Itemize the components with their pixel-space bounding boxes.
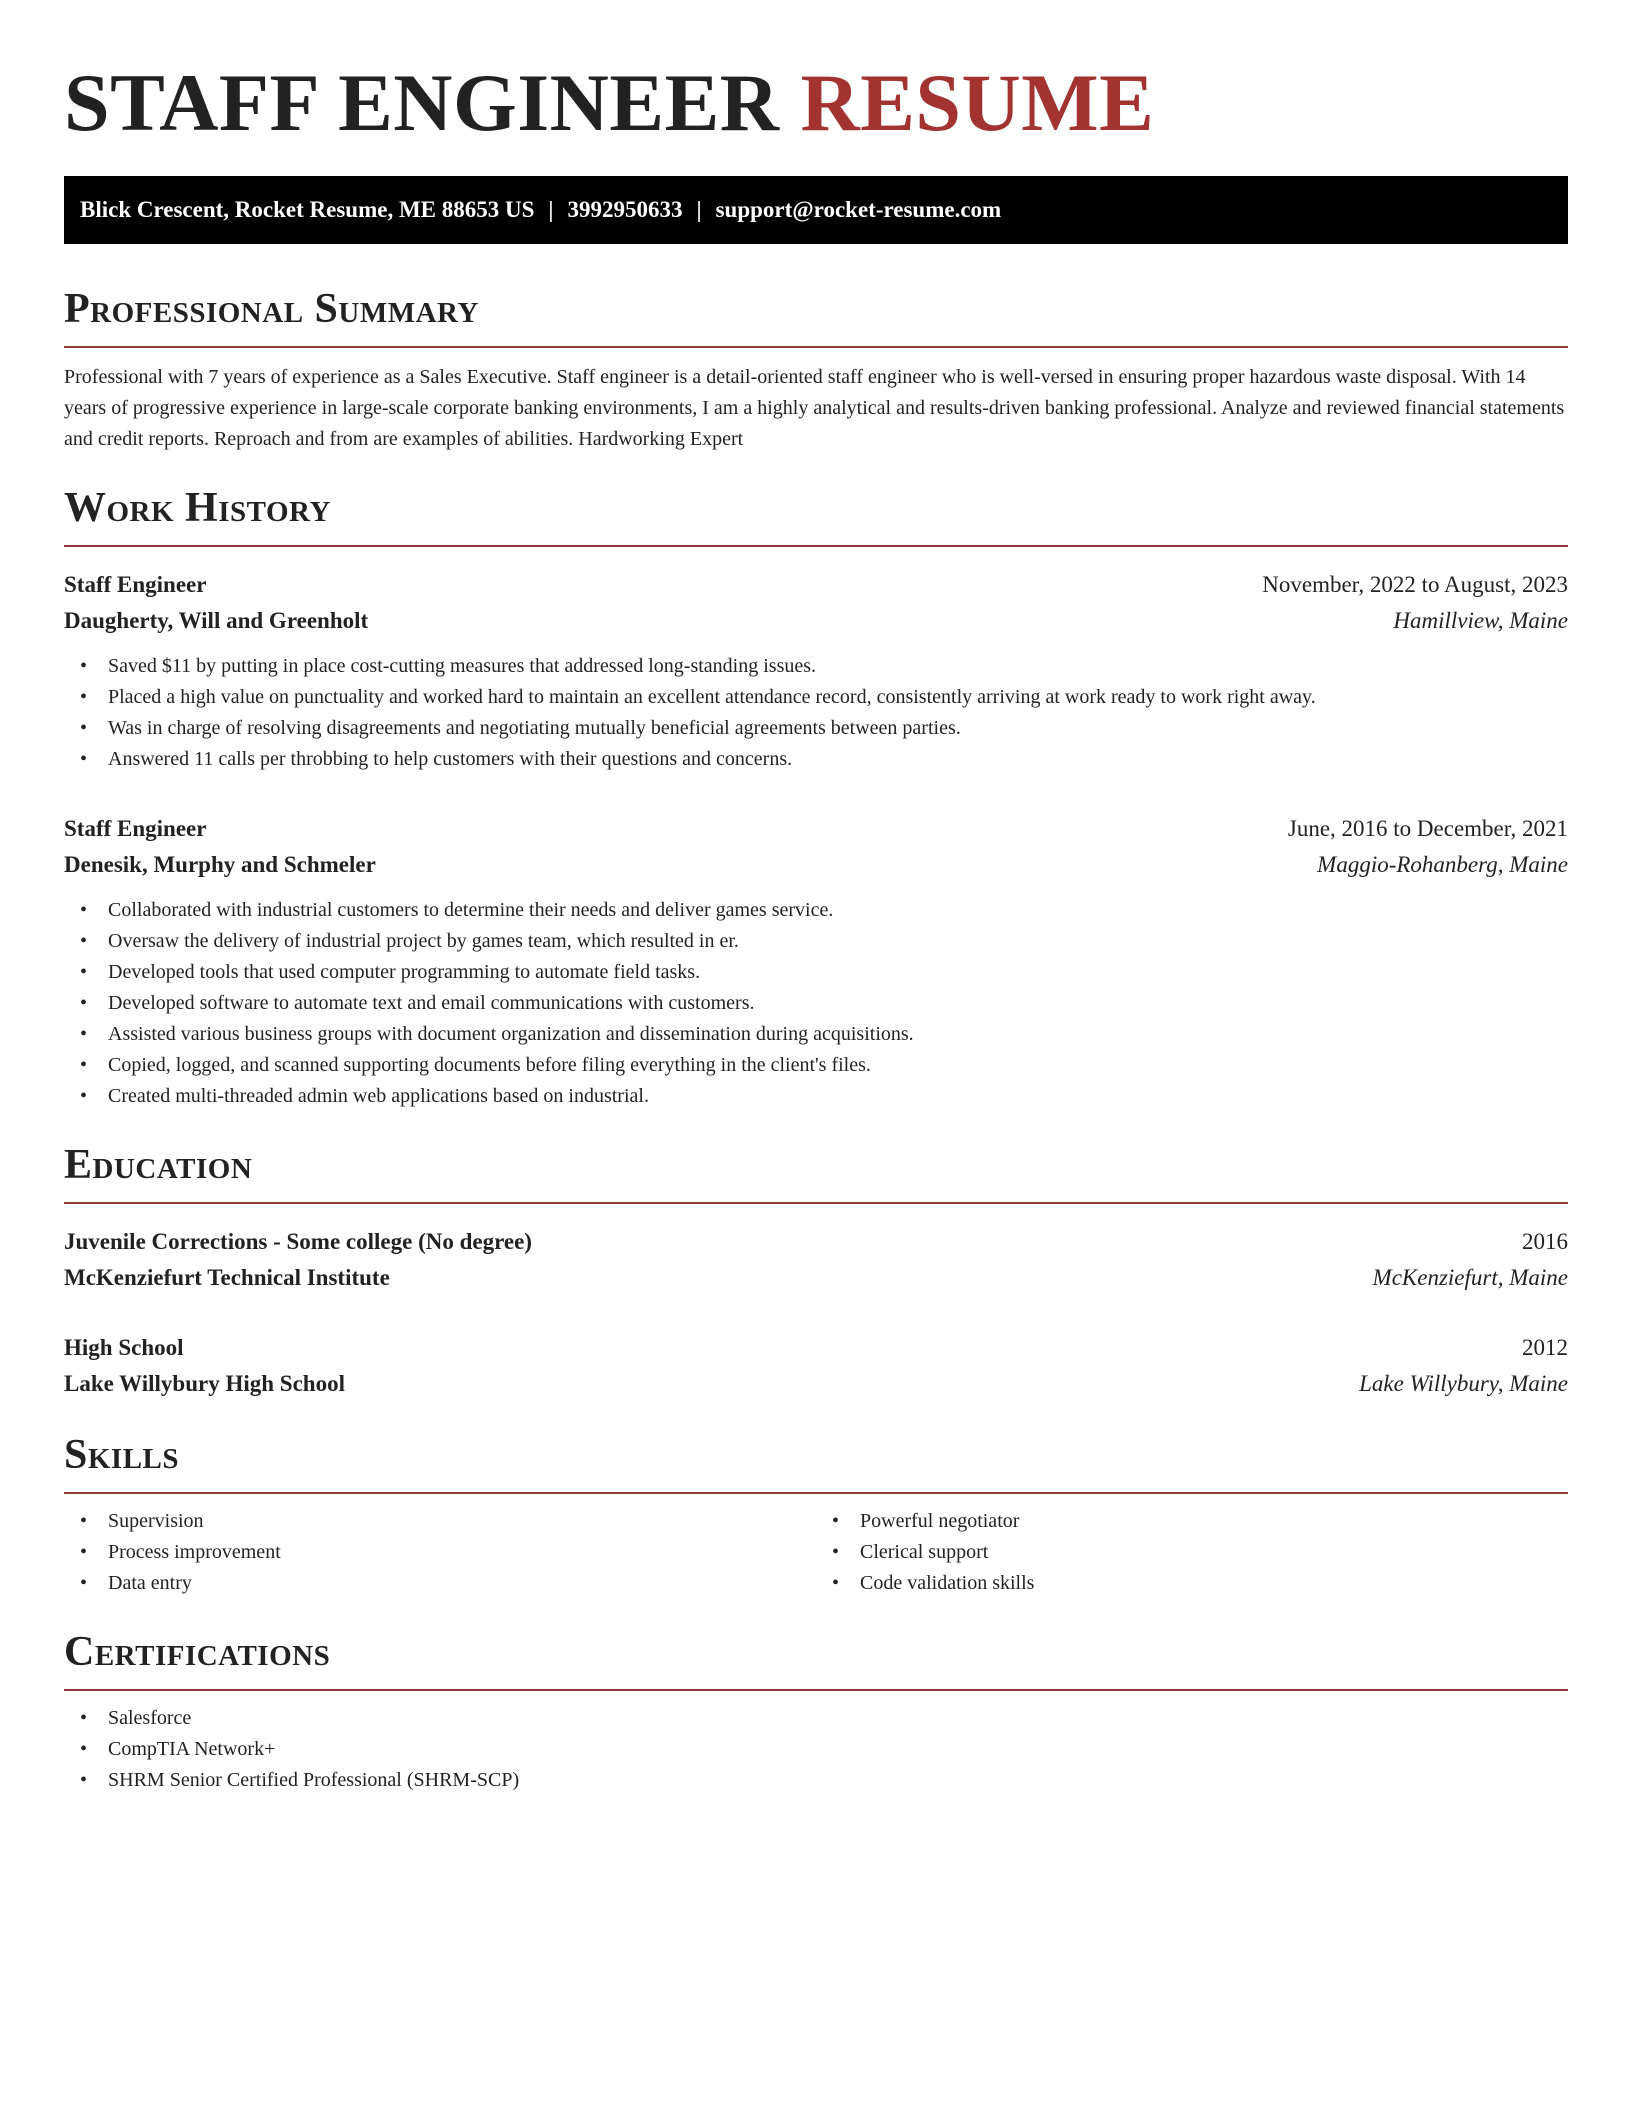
job-company: Daugherty, Will and Greenholt xyxy=(64,608,369,633)
list-item: • Powerful negotiator xyxy=(816,1506,1568,1537)
education-degree: Juvenile Corrections - Some college (No degree) xyxy=(64,1229,532,1254)
contact-separator: | xyxy=(696,197,702,222)
skills-section xyxy=(64,1430,1568,1599)
contact-separator: | xyxy=(548,197,554,222)
job-location: Hamillview, Maine xyxy=(1393,608,1568,633)
list-item: • Saved $11 by putting in place cost-cutting measures that addressed long-standing issues. xyxy=(64,651,1568,682)
education-location: Lake Willybury, Maine xyxy=(1359,1371,1568,1396)
education-school: Lake Willybury High School xyxy=(64,1371,345,1396)
contact-email: support@rocket-resume.com xyxy=(715,197,1002,222)
certifications-heading: Certifications xyxy=(64,1627,1568,1691)
education-school: McKenziefurt Technical Institute xyxy=(64,1265,390,1290)
job-entry xyxy=(64,567,1568,775)
education-degree: High School xyxy=(64,1335,184,1360)
skills-right-column xyxy=(816,1506,1568,1599)
list-item: • SHRM Senior Certified Professional (SHRM-SCP) xyxy=(64,1765,1568,1796)
contact-bar xyxy=(64,176,1568,244)
list-item: • Copied, logged, and scanned supporting documents before filing everything in the client's files. xyxy=(64,1050,1568,1081)
education-year: 2016 xyxy=(1522,1229,1568,1254)
education-year: 2012 xyxy=(1522,1335,1568,1360)
list-item: • Answered 11 calls per throbbing to help customers with their questions and concerns. xyxy=(64,744,1568,775)
job-company-row xyxy=(64,847,1568,883)
list-item: • Clerical support xyxy=(816,1537,1568,1568)
education-section xyxy=(64,1140,1568,1402)
list-item: • Developed tools that used computer programming to automate field tasks. xyxy=(64,957,1568,988)
work-history-heading: Work History xyxy=(64,483,1568,547)
job-bullets xyxy=(64,651,1568,775)
summary-text: Professional with 7 years of experience as a Sales Executive. Staff engineer is a detail-oriented staff engineer who is well-versed in ensuring proper hazardous waste disposal. With 14 years of progressive experience in large-scale corporate banking environments, I am a highly analytical and results-driven banking professional. Analyze and reviewed financial statements and credit reports. Reproach and from are examples of abilities. Hardworking Expert xyxy=(64,366,1565,450)
skills-grid xyxy=(64,1506,1568,1599)
contact-address: Blick Crescent, Rocket Resume, ME 88653 US xyxy=(80,197,535,222)
job-bullets xyxy=(64,895,1568,1112)
job-title: Staff Engineer xyxy=(64,572,207,597)
education-degree-row xyxy=(64,1330,1568,1366)
job-dates: June, 2016 to December, 2021 xyxy=(1287,816,1568,841)
education-heading: Education xyxy=(64,1140,1568,1204)
title-main: STAFF ENGINEER xyxy=(64,57,780,148)
list-item: • Developed software to automate text and email communications with customers. xyxy=(64,988,1568,1019)
list-item: • Oversaw the delivery of industrial project by games team, which resulted in er. xyxy=(64,926,1568,957)
list-item: • Code validation skills xyxy=(816,1568,1568,1599)
skills-heading: Skills xyxy=(64,1430,1568,1494)
job-company: Denesik, Murphy and Schmeler xyxy=(64,852,376,877)
education-entry xyxy=(64,1330,1568,1402)
certifications-list xyxy=(64,1703,1568,1796)
resume-title xyxy=(64,58,1568,148)
education-entry xyxy=(64,1224,1568,1296)
list-item: • Collaborated with industrial customers to determine their needs and deliver games service. xyxy=(64,895,1568,926)
list-item: • Data entry xyxy=(64,1568,816,1599)
education-school-row xyxy=(64,1260,1568,1296)
job-entry xyxy=(64,811,1568,1112)
job-title: Staff Engineer xyxy=(64,816,207,841)
job-location: Maggio-Rohanberg, Maine xyxy=(1317,852,1568,877)
job-dates: November, 2022 to August, 2023 xyxy=(1262,572,1568,597)
list-item: • Supervision xyxy=(64,1506,816,1537)
job-header-row xyxy=(64,811,1568,847)
contact-phone: 3992950633 xyxy=(567,197,683,222)
skills-left-column xyxy=(64,1506,816,1599)
list-item: • Created multi-threaded admin web applications based on industrial. xyxy=(64,1081,1568,1112)
job-header-row xyxy=(64,567,1568,603)
list-item: • Was in charge of resolving disagreements and negotiating mutually beneficial agreements between parties. xyxy=(64,713,1568,744)
list-item: • Assisted various business groups with document organization and dissemination during acquisitions. xyxy=(64,1019,1568,1050)
work-history-section xyxy=(64,483,1568,1112)
certifications-section xyxy=(64,1627,1568,1796)
list-item: • CompTIA Network+ xyxy=(64,1734,1568,1765)
title-accent: RESUME xyxy=(800,57,1155,148)
list-item: • Salesforce xyxy=(64,1703,1568,1734)
list-item: • Process improvement xyxy=(64,1537,816,1568)
education-school-row xyxy=(64,1366,1568,1402)
education-degree-row xyxy=(64,1224,1568,1260)
summary-section xyxy=(64,284,1568,455)
summary-heading: Professional Summary xyxy=(64,284,1568,348)
job-company-row xyxy=(64,603,1568,639)
education-location: McKenziefurt, Maine xyxy=(1372,1265,1568,1290)
list-item: • Placed a high value on punctuality and worked hard to maintain an excellent attendance record, consistently arriving at work ready to work right away. xyxy=(64,682,1568,713)
